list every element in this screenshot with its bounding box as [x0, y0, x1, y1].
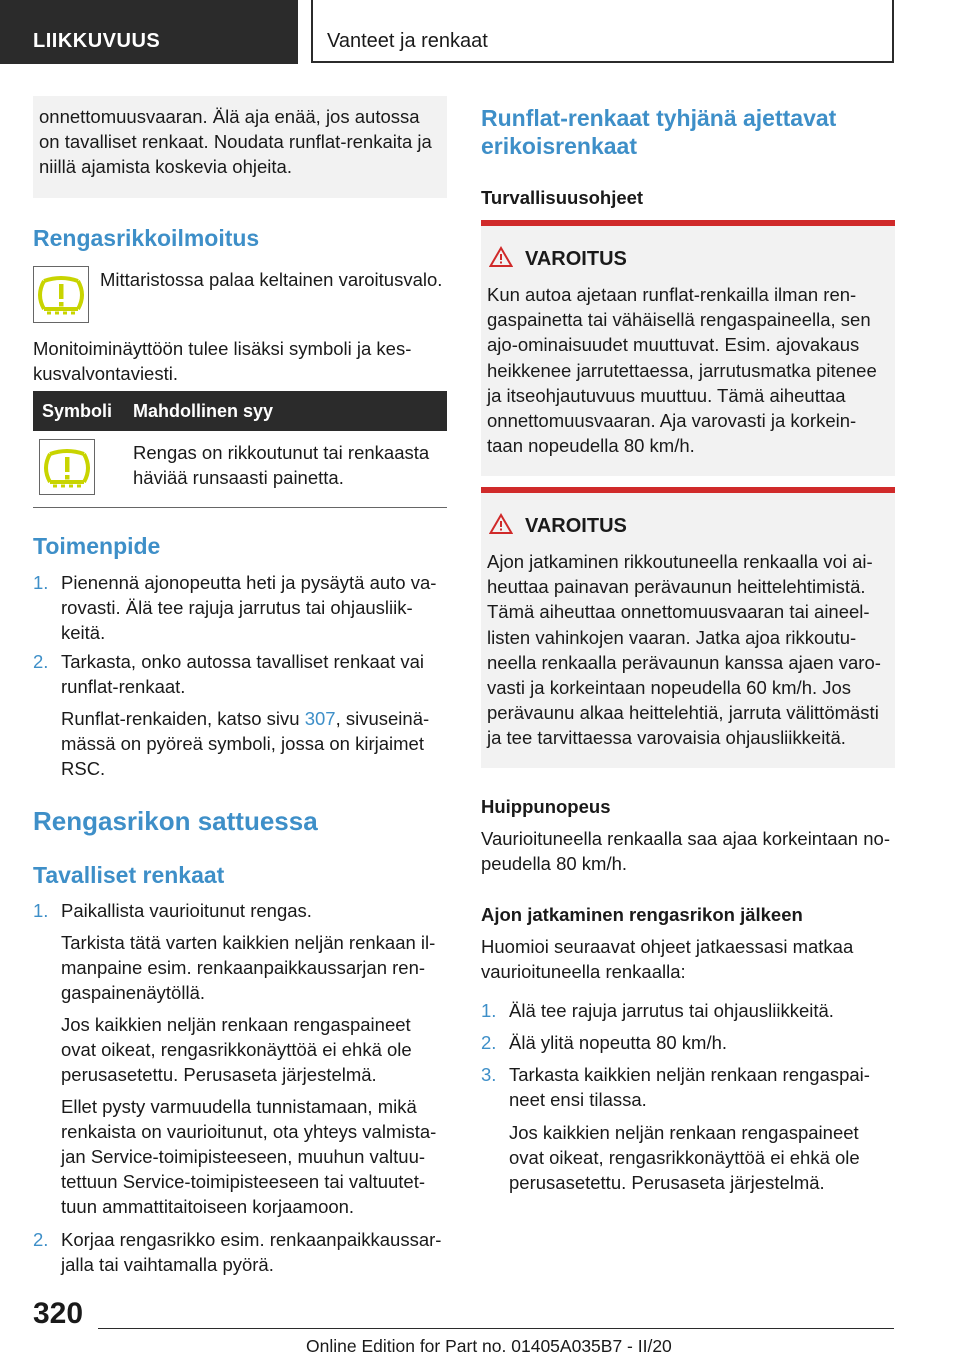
warning-triangle-icon: [489, 513, 513, 535]
toimenpide-item-1: 1. Pienennä ajonopeutta heti ja pysäytä auto va- rovasti. Älä tee rajuja jarrutus tai ohjausliik- keitä.: [33, 572, 437, 643]
table-row-reason: Rengas on rikkoutunut tai renkaasta häviää runsaasti painetta.: [133, 442, 430, 488]
heading-tavalliset-renkaat: Tavalliset renkaat: [33, 862, 225, 888]
header-section: [0, 0, 298, 64]
ajon-item-1: 1. Älä tee rajuja jarrutus tai ohjausliikkeitä.: [481, 1000, 834, 1021]
toimenpide-item-2: 2. Tarkasta, onko autossa tavalliset renkaat vai runflat-renkaat.: [33, 651, 424, 697]
warning-1-box: [481, 226, 895, 476]
page-number: 320: [33, 1297, 84, 1330]
ajon-item-3: 3. Tarkasta kaikkien neljän renkaan rengaspai- neet ensi tilassa.: [481, 1064, 870, 1110]
intro-note-box: [33, 96, 447, 198]
table-col-symbol: Symboli: [42, 401, 113, 421]
warning-2-title: VAROITUS: [525, 515, 627, 537]
warning-1-text: Kun autoa ajetaan runflat-renkailla ilman ren- gaspainetta tai vähäisellä rengaspaineella, sen ajo-ominaisuudet muuttuvat. Esim. ajovakaus heikkenee jarrutettaessa, jarrutusmatka pitenee ja itseohjautuvuus muuttuu. Tämä aiheuttaa onnettomuusvaaran. Aja varovasti ja korkein- taan nopeudella 80 km/h.: [487, 284, 877, 457]
header-title: Vanteet ja renkaat: [327, 30, 488, 52]
footer-rule: [98, 1328, 894, 1329]
table-bottom-rule: [33, 507, 447, 508]
heading-huippunopeus: Huippunopeus: [481, 796, 611, 817]
tavalliset-item-1: 1. Paikallista vaurioitunut rengas.: [33, 900, 312, 921]
header-title-box: [311, 0, 894, 63]
huippunopeus-text: Vaurioituneella renkaalla saa ajaa korkeintaan no- peudella 80 km/h.: [481, 828, 890, 874]
warning-1-title: VAROITUS: [525, 248, 627, 270]
page-link-307[interactable]: 307: [304, 708, 336, 729]
heading-rengasrikon-sattuessa: Rengasrikon sattuessa: [33, 806, 318, 836]
ajon-jatkaminen-text: Huomioi seuraavat ohjeet jatkaessasi matkaa vaurioituneella renkaalla:: [481, 936, 854, 982]
monitor-text: Monitoiminäyttöön tulee lisäksi symboli ja kes- kusvalvontaviesti.: [33, 338, 412, 384]
footer-edition: Online Edition for Part no. 01405A035B7 - II/20: [306, 1336, 672, 1356]
rengasrikko-text: Mittaristossa palaa keltainen varoitusvalo.: [100, 269, 443, 290]
warning-2-text: Ajon jatkaminen rikkoutuneella renkaalla voi ai- heuttaa painavan perävaunun heittelehtimistä. Tämä aiheuttaa onnettomuusvaaran tai aineel- listen vahinkojen vaaran. Jatka ajoa rikkoutu- neella renkaalla perävaunun kanssa ajaen varo- vasti ja korkeintaan nopeudella 60 km/h. Jos perävaunu alkaa heittelehtiä, jarruta välittömästi ja tee tarvittaessa varovaisia ohjausliikkeitä.: [487, 551, 881, 749]
runflat-note: Runflat-renkaiden, katso sivu 307, sivuseinä- mässä on pyöreä symboli, jossa on kirjaimet RSC.: [61, 708, 430, 779]
tire-pressure-warning-icon: [34, 267, 88, 322]
ajon-item-2: 2. Älä ylitä nopeutta 80 km/h.: [481, 1032, 728, 1053]
tavalliset-item-1-para-1: Tarkista tätä varten kaikkien neljän renkaan il- manpaine esim. renkaanpaikkaussarjan ren- gaspainenäytöllä.: [61, 932, 436, 1003]
tavalliset-item-2: 2. Korjaa rengasrikko esim. renkaanpaikkaussar- jalla tai vaihtamalla pyörä.: [33, 1229, 442, 1275]
table-col-reason: Mahdollinen syy: [133, 401, 274, 421]
heading-ajon-jatkaminen: Ajon jatkaminen rengasrikon jälkeen: [481, 904, 803, 925]
intro-note-text: onnettomuusvaaran. Älä aja enää, jos autossa on tavalliset renkaat. Noudata runflat-renkaita ja niillä ajamista koskevia ohjeita.: [39, 106, 432, 177]
heading-runflat: Runflat-renkaat tyhjänä ajettavat erikoisrenkaat: [481, 105, 837, 159]
tpms-table-symbol-frame: [39, 439, 95, 495]
tpms-symbol-frame: [33, 266, 89, 323]
heading-toimenpide: Toimenpide: [33, 533, 161, 559]
tavalliset-item-1-para-3: Ellet pysty varmuudella tunnistamaan, mikä renkaista on vaurioitunut, ota yhteys valmista- jan Service-toimipisteeseen, muuhun valtuu- tettuun Service-toimipisteeseen tai valtuutet- tuun ammattitaitoiseen korjaamoon.: [61, 1096, 437, 1217]
ajon-item-3-para: Jos kaikkien neljän renkaan rengaspaineet ovat oikeat, rengasrikkonäyttöä ei ehkä ole perusasetettu. Perusaseta järjestelmä.: [509, 1122, 860, 1193]
header-section-label: LIIKKUVUUS: [33, 30, 161, 52]
heading-rengasrikkoilmoitus: Rengasrikkoilmoitus: [33, 225, 260, 251]
tire-pressure-warning-icon: [40, 440, 94, 494]
heading-safety: Turvallisuusohjeet: [481, 187, 644, 208]
warning-2-box: [481, 493, 895, 768]
warning-triangle-icon: [489, 246, 513, 268]
symbol-table-header: [33, 391, 447, 431]
tavalliset-item-1-para-2: Jos kaikkien neljän renkaan rengaspaineet ovat oikeat, rengasrikkonäyttöä ei ehkä ole perusasetettu. Perusaseta järjestelmä.: [61, 1014, 412, 1085]
